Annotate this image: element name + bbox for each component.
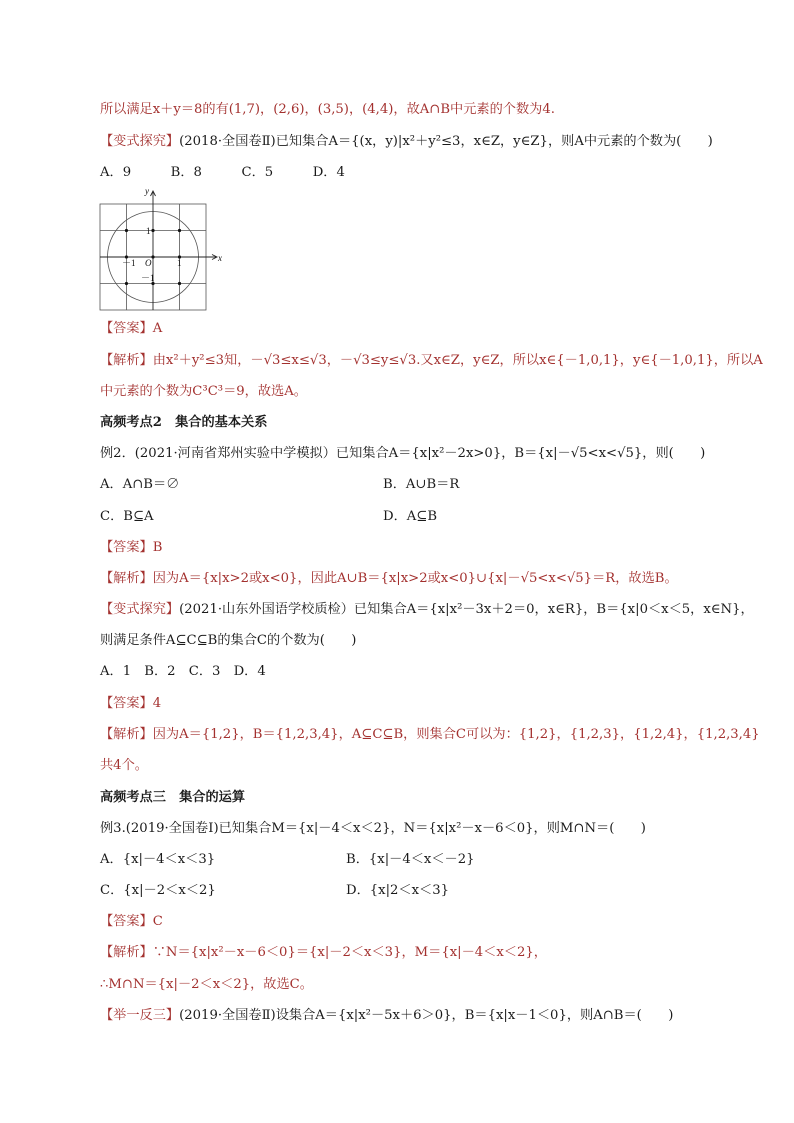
x-axis-label: x [218,253,222,263]
answer-label: 【答案】 [100,321,153,336]
option-d: D．A⊆B [383,509,438,524]
analysis-3-cont: 共4个。 [100,758,148,773]
option-c: C．B⊆A [100,509,154,524]
analysis-text: 因为A＝{1,2}，B＝{1,2,3,4}，A⊆C⊆B，则集合C可以为：{1,2}，{1,2,3}，{1,2,4}，{1,2,3,4} [152,727,760,742]
analysis-label: 【解析】 [100,727,153,742]
analysis-3 [100,726,760,744]
answer-2 [100,539,162,557]
option-a: A．A∩B＝∅ [100,477,180,492]
variant-text: (2018·全国卷Ⅱ)已知集合A＝{(x，y)|x²＋y²≤3，x∈Z，y∈Z}，则A中元素的个数为( ) [179,134,713,149]
example-2: 例2．(2021·河南省郑州实验中学模拟）已知集合A＝{x|x²－2x>0}，B＝{x|－√5<x<√5}，则( ) [100,446,706,461]
variant-2-options: A．1 B．2 C．3 D．4 [100,664,266,679]
analysis-4-cont: ∴M∩N＝{x|－2＜x＜2}，故选C。 [100,977,313,992]
section-heading-2: 高频考点2 集合的基本关系 [100,415,268,430]
option-c: C．{x|－2＜x＜2} [100,883,216,898]
analysis-4 [100,944,547,962]
answer-1 [100,320,162,338]
answer-label: 【答案】 [100,914,153,929]
variant-label: 【变式探究】 [100,602,180,617]
section-heading-3: 高频考点三 集合的运算 [100,790,246,805]
variant-question-1 [100,133,713,151]
tick-x-pos: 1 [177,258,182,268]
options-row-1: A．9 B．8 C．5 D．4 [100,165,345,180]
analysis-text: 由x²＋y²≤3知，－√3≤x≤√3，－√3≤y≤√3.又x∈Z，y∈Z，所以x∈{－1,0,1}，y∈{－1,0,1}，所以A [152,353,763,368]
analysis-text: ∵N＝{x|x²－x－6＜0}＝{x|－2＜x＜3}，M＝{x|－4＜x＜2}， [152,945,547,960]
practice-text: (2019·全国卷Ⅱ)设集合A＝{x|x²－5x＋6＞0}，B＝{x|x－1＜0}，则A∩B＝( ) [179,1008,674,1023]
analysis-label: 【解析】 [100,353,153,368]
answer-value: 4 [152,696,162,711]
analysis-1-cont: 中元素的个数为C³C³＝9，故选A。 [100,384,307,399]
answer-label: 【答案】 [100,696,153,711]
option-b: B．{x|－4＜x＜－2} [346,852,475,867]
answer-value: B [152,540,163,555]
analysis-label: 【解析】 [100,945,153,960]
practice-question [100,1007,673,1025]
y-axis-label: y [145,186,149,196]
analysis-1 [100,352,763,370]
answer-value: C [152,914,163,929]
answer-4 [100,913,163,931]
variant-text: (2021·山东外国语学校质检）已知集合A＝{x|x²－3x＋2＝0，x∈R}，B＝{x|0＜x＜5，x∈N}， [179,602,754,617]
origin-label: O [145,258,152,268]
analysis-label: 【解析】 [100,571,153,586]
solution-continuation: 所以满足x＋y＝8的有(1,7)，(2,6)，(3,5)，(4,4)，故A∩B中元素的个数为4. [100,102,555,117]
example-3: 例3.(2019·全国卷Ⅰ)已知集合M＝{x|－4＜x＜2}，N＝{x|x²－x－6＜0}，则M∩N＝( ) [100,821,646,836]
tick-x-neg: －1 [122,258,136,268]
option-d: D．{x|2＜x＜3} [346,883,450,898]
tick-y-pos: 1 [146,226,151,236]
lattice-circle-figure [98,186,224,314]
answer-label: 【答案】 [100,540,153,555]
variant-label: 【变式探究】 [100,134,180,149]
option-a: A．{x|－4＜x＜3} [100,852,216,867]
answer-value: A [152,321,163,336]
answer-3 [100,695,161,713]
variant-question-2 [100,601,754,619]
analysis-2 [100,570,678,588]
variant-question-2-cont: 则满足条件A⊆C⊆B的集合C的个数为( ) [100,633,357,648]
analysis-text: 因为A＝{x|x>2或x<0}，因此A∪B＝{x|x>2或x<0}∪{x|－√5<x<√5}＝R，故选B。 [152,571,678,586]
option-b: B．A∪B＝R [383,477,460,492]
practice-label: 【举一反三】 [100,1008,180,1023]
tick-y-neg: －1 [141,273,155,283]
